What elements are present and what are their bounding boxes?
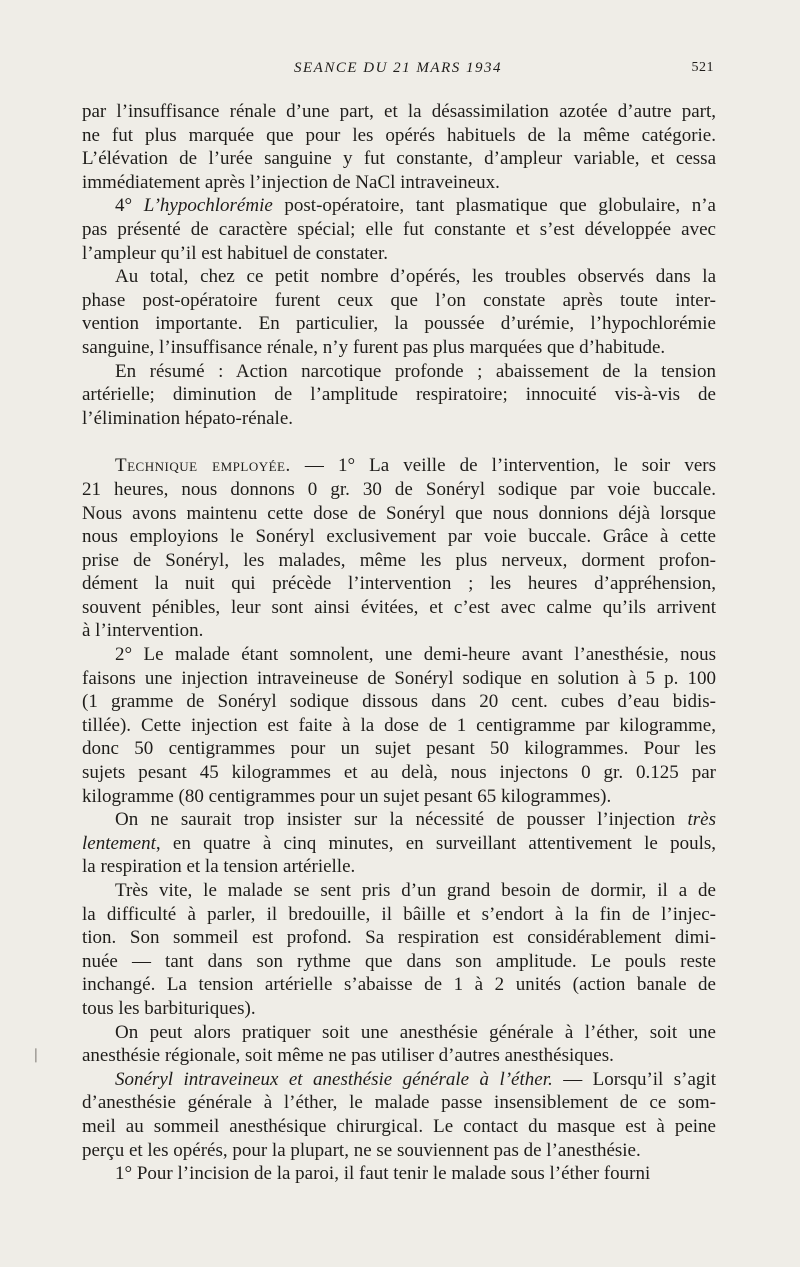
text-line (82, 832, 716, 856)
text-line (82, 502, 716, 526)
text-run: sujets pesant 45 kilogrammes et au delà, nous injectons 0 gr. 0.125 par (82, 762, 716, 784)
text-line (82, 312, 716, 336)
text-run: prise de Sonéryl, les malades, même les plus nerveux, dorment profon- (82, 549, 716, 571)
text-line (82, 950, 716, 974)
text-run: Au total, chez ce petit nombre d’opérés, les troubles observés dans la (115, 266, 716, 288)
text-line (82, 596, 716, 620)
text-run: nous employions le Sonéryl exclusivement par voie buccale. Grâce à cette (82, 526, 716, 548)
text-run: anesthésie régionale, soit même ne pas utiliser d’autres anesthésiques. (82, 1045, 614, 1067)
text-line (82, 383, 716, 407)
text-line (82, 336, 716, 360)
text-run: souvent pénibles, leur sont ainsi évitées, et c’est avec calme qu’ils arrivent (82, 596, 716, 618)
text-run: tous les barbituriques). (82, 997, 256, 1019)
text-run: la difficulté à parler, il bredouille, il bâille et s’endort à la fin de l’injec- (82, 903, 716, 925)
text-run: nuée — tant dans son rythme que dans son amplitude. Le pouls reste (82, 950, 716, 972)
text-run: tillée). Cette injection est faite à la dose de 1 centigramme par kilogramme, (82, 714, 716, 736)
text-run: immédiatement après l’injection de NaCl intraveineux. (82, 171, 500, 193)
text-run: dément la nuit qui précède l’intervention ; les heures d’appréhension, (82, 573, 716, 595)
text-run: pas présenté de caractère spécial; elle fut constante et s’est développée avec (82, 218, 716, 240)
text-line (82, 525, 716, 549)
text-line (82, 997, 716, 1021)
text-run: l’ampleur qu’il est habituel de constater. (82, 242, 389, 264)
text-run: Technique employée. (115, 455, 291, 477)
text-run: 1° Pour l’incision de la paroi, il faut tenir le malade sous l’éther fourni (115, 1163, 651, 1185)
text-run: artérielle; diminution de l’amplitude respiratoire; innocuité vis-à-vis de (82, 384, 716, 406)
text-line (82, 454, 716, 478)
text-line (82, 289, 716, 313)
text-line (82, 1021, 716, 1045)
text-run: faisons une injection intraveineuse de Sonéryl sodique en solution à 5 p. 100 (82, 667, 716, 689)
text-line (82, 407, 716, 431)
text-run: — 1° La veille de l’intervention, le soir vers (290, 455, 716, 477)
text-run: 21 heures, nous donnons 0 gr. 30 de Sonéryl sodique par voie buccale. (82, 478, 716, 500)
text-line (82, 926, 716, 950)
text-line (82, 737, 716, 761)
text-line (82, 218, 716, 242)
text-run: par l’insuffisance rénale d’une part, et la désassimilation azotée d’autre part, (82, 101, 716, 122)
text-run: perçu et les opérés, pour la plupart, ne se souviennent pas de l’anesthésie. (82, 1139, 641, 1161)
margin-mark: ❘ (30, 1047, 42, 1063)
text-run: (1 gramme de Sonéryl sodique dissous dans 20 cent. cubes d’eau bidis- (82, 691, 716, 713)
text-line (82, 124, 716, 148)
text-line (82, 147, 716, 171)
text-line (82, 194, 716, 218)
text-line (82, 808, 716, 832)
text-run: tion. Son sommeil est profond. Sa respiration est considérablement dimi- (82, 927, 716, 949)
text-line (82, 643, 716, 667)
text-run: ne fut plus marquée que pour les opérés habituels de la même catégorie. (82, 124, 716, 146)
text-run: En résumé : Action narcotique profonde ; abaissement de la tension (115, 360, 716, 382)
text-line (82, 242, 716, 266)
text-run: inchangé. La tension artérielle s’abaisse de 1 à 2 unités (action banale de (82, 974, 716, 996)
text-line (82, 1162, 716, 1186)
text-run: Nous avons maintenu cette dose de Sonéryl que nous donnions déjà lorsque (82, 502, 716, 524)
text-line (82, 619, 716, 643)
text-line (82, 1068, 716, 1092)
text-run: lentement (82, 832, 156, 854)
text-line (82, 879, 716, 903)
running-title: SEANCE DU 21 MARS 1934 (294, 60, 502, 76)
text-run: phase post-opératoire furent ceux que l’on constate après toute inter- (82, 289, 716, 311)
text-line (82, 785, 716, 809)
text-run: L’hypochlorémie (143, 195, 273, 217)
text-run: — Lorsqu’il s’agit (552, 1068, 716, 1090)
text-run: donc 50 centigrammes pour un sujet pesant 50 kilogrammes. Pour les (82, 738, 716, 760)
text-line (82, 1044, 716, 1068)
text-run: sanguine, l’insuffisance rénale, n’y furent pas plus marquées que d’habitude. (82, 336, 666, 358)
text-line (82, 478, 716, 502)
text-line (82, 265, 716, 289)
text-run: 4° (115, 195, 144, 217)
text-run: la respiration et la tension artérielle. (82, 856, 356, 878)
text-line (82, 761, 716, 785)
text-line (82, 714, 716, 738)
text-run: l’élimination hépato-rénale. (82, 407, 294, 429)
text-run: Sonéryl intraveineux et anesthésie générale à l’éther. (115, 1068, 553, 1090)
text-line (82, 855, 716, 879)
text-run: vention importante. En particulier, la poussée d’urémie, l’hypochlorémie (82, 313, 716, 335)
text-line (82, 100, 716, 124)
text-line (82, 1091, 716, 1115)
text-line (82, 572, 716, 596)
text-run: à l’intervention. (82, 620, 204, 642)
text-run: On ne saurait trop insister sur la nécessité de pousser l’injection (115, 809, 688, 831)
text-line (82, 360, 716, 384)
text-run: On peut alors pratiquer soit une anesthésie générale à l’éther, soit une (115, 1021, 716, 1043)
page-number: 521 (691, 60, 714, 75)
text-run: , en quatre à cinq minutes, en surveillant attentivement le pouls, (155, 832, 716, 854)
text-run: d’anesthésie générale à l’éther, le malade passe insensiblement de ce som- (82, 1092, 716, 1114)
text-run: 2° Le malade étant somnolent, une demi-heure avant l’anesthésie, nous (115, 644, 716, 666)
text-run: Très vite, le malade se sent pris d’un grand besoin de dormir, il a de (115, 880, 716, 901)
text-run: très (687, 809, 716, 831)
text-run: meil au sommeil anesthésique chirurgical. Le contact du masque est à peine (82, 1115, 716, 1137)
text-run: post-opératoire, tant plasmatique que globulaire, n’a (272, 195, 716, 217)
text-line (82, 690, 716, 714)
text-line (82, 1115, 716, 1139)
text-run: kilogramme (80 centigrammes pour un sujet pesant 65 kilogrammes). (82, 785, 612, 807)
body-text (82, 100, 716, 1186)
text-line (82, 171, 716, 195)
text-line (82, 667, 716, 691)
text-line (82, 1139, 716, 1163)
text-line (82, 973, 716, 997)
text-run: L’élévation de l’urée sanguine y fut constante, d’ampleur variable, et cessa (82, 148, 716, 170)
text-line (82, 549, 716, 573)
text-line (82, 903, 716, 927)
